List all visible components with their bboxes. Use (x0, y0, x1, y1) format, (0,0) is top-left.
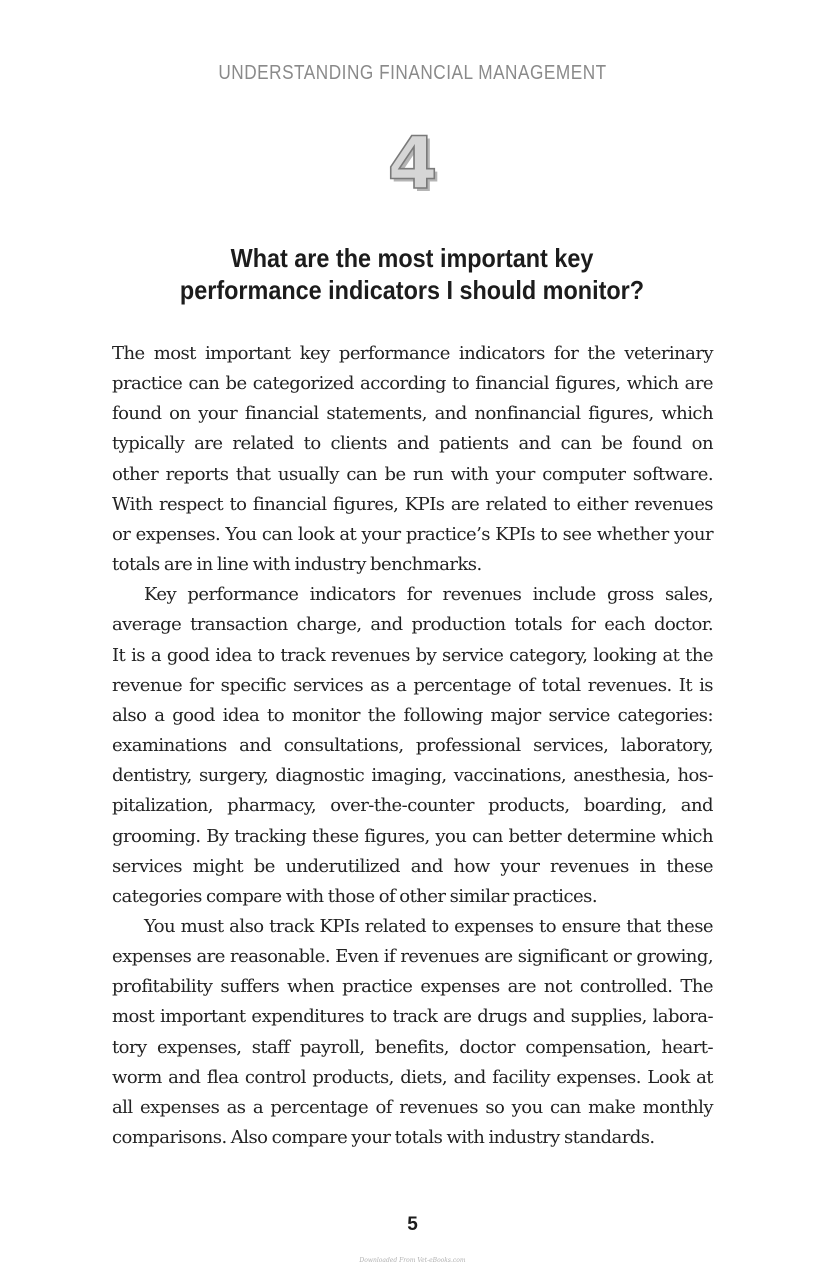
text-line: dentistry, surgery, diagnostic imaging, vaccinations, anesthesia, hos- (112, 765, 713, 787)
text-line: most important expenditures to track are drugs and supplies, labora- (112, 1006, 713, 1028)
text-line: examinations and consultations, professional services, laboratory, (112, 735, 713, 757)
chapter-title-line: performance indicators I should monitor? (179, 275, 645, 305)
text-line: It is a good idea to track revenues by service category, looking at the (112, 644, 713, 666)
chapter-number: 4 (387, 121, 438, 205)
text-line: categories compare with those of other similar practices. (112, 885, 598, 907)
paragraph-1 (112, 339, 713, 580)
text-line: average transaction charge, and production totals for each doctor. (112, 614, 713, 636)
paragraph-3 (112, 912, 713, 1153)
text-line: comparisons. Also compare your totals with industry standards. (112, 1127, 655, 1149)
text-line: all expenses as a percentage of revenues so you can make monthly (112, 1096, 713, 1118)
body-text (112, 339, 713, 1153)
text-line: tory expenses, staff payroll, benefits, doctor compensation, heart- (112, 1036, 713, 1058)
page-number: 5 (407, 1214, 418, 1235)
text-line: pitalization, pharmacy, over-the-counter products, boarding, and (112, 795, 713, 817)
text-line: With respect to financial figures, KPIs are related to either revenues (112, 493, 713, 515)
text-line: found on your financial statements, and nonfinancial figures, which (112, 403, 713, 425)
text-line: You must also track KPIs related to expenses to ensure that these (144, 915, 713, 937)
text-line: grooming. By tracking these figures, you can better determine which (112, 825, 713, 847)
text-line: practice can be categorized according to financial figures, which are (112, 373, 713, 395)
text-line: totals are in line with industry benchmarks. (112, 554, 482, 576)
text-line: services might be underutilized and how your revenues in these (112, 855, 713, 877)
text-line: revenue for specific services as a percentage of total revenues. It is (112, 674, 713, 696)
paragraph-2 (112, 580, 713, 912)
running-head: UNDERSTANDING FINANCIAL MANAGEMENT (218, 62, 607, 84)
text-line: other reports that usually can be run with your computer software. (112, 463, 713, 485)
text-line: The most important key performance indicators for the veterinary (112, 343, 713, 364)
text-line: Key performance indicators for revenues include gross sales, (144, 584, 713, 606)
text-line: typically are related to clients and patients and can be found on (112, 433, 713, 455)
download-note: Downloaded From Vet-eBooks.com (359, 1257, 466, 1264)
chapter-title (112, 242, 712, 306)
text-line: also a good idea to monitor the following major service categories: (112, 704, 713, 726)
text-line: or expenses. You can look at your practice’s KPIs to see whether your (112, 523, 713, 545)
text-line: worm and flea control products, diets, and facility expenses. Look at (112, 1066, 713, 1088)
text-line: profitability suffers when practice expenses are not controlled. The (112, 976, 713, 998)
chapter-title-line: What are the most important key (230, 243, 594, 273)
text-line: expenses are reasonable. Even if revenues are significant or growing, (112, 946, 713, 968)
